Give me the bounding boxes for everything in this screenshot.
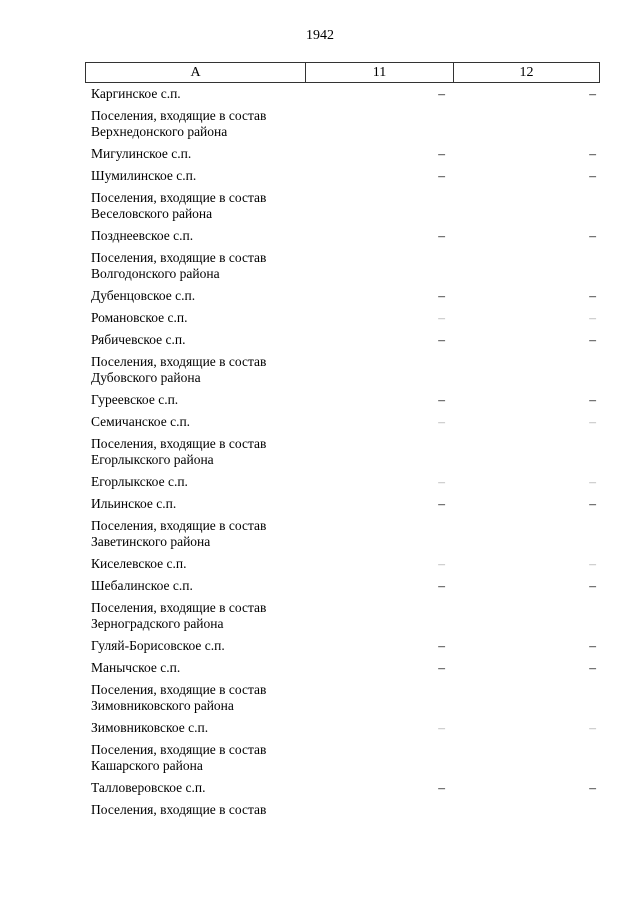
- row-name: Поселения, входящие в состав Кашарского района: [91, 742, 267, 773]
- page-number: 1942: [306, 28, 334, 43]
- row-name: Семичанское с.п.: [91, 414, 191, 429]
- table-row: [85, 414, 600, 430]
- row-name: Позднеевское с.п.: [91, 228, 194, 243]
- table-row: [85, 354, 600, 386]
- row-name: Егорлыкское с.п.: [91, 474, 188, 489]
- table-row: [85, 496, 600, 512]
- table-row: [85, 802, 600, 818]
- cell-12: –: [589, 780, 596, 795]
- table-row: [85, 578, 600, 594]
- row-name: Шумилинское с.п.: [91, 168, 197, 183]
- cell-12: –: [589, 168, 596, 183]
- table-row: [85, 288, 600, 304]
- table-row: [85, 332, 600, 348]
- column-header-a: A: [86, 63, 306, 82]
- table-row: [85, 600, 600, 632]
- row-name: Талловеровское с.п.: [91, 780, 206, 795]
- table-row: [85, 228, 600, 244]
- cell-12: –: [589, 288, 596, 303]
- cell-11: –: [438, 474, 445, 489]
- cell-12: –: [589, 86, 596, 101]
- row-name: Киселевское с.п.: [91, 556, 187, 571]
- cell-12: –: [589, 638, 596, 653]
- row-name: Поселения, входящие в состав Верхнедонского района: [91, 108, 267, 139]
- cell-12: –: [589, 496, 596, 511]
- table-row: [85, 660, 600, 676]
- table-row: [85, 638, 600, 654]
- row-name: Поселения, входящие в состав Зимовниковского района: [91, 682, 267, 713]
- cell-11: –: [438, 660, 445, 675]
- cell-11: –: [438, 392, 445, 407]
- row-name: Поселения, входящие в состав Заветинского района: [91, 518, 267, 549]
- table-row: [85, 780, 600, 796]
- table-row: [85, 146, 600, 162]
- cell-11: –: [438, 496, 445, 511]
- table-row: [85, 86, 600, 102]
- cell-11: –: [438, 228, 445, 243]
- cell-11: –: [438, 578, 445, 593]
- cell-11: –: [438, 332, 445, 347]
- cell-11: –: [438, 146, 445, 161]
- cell-11: –: [438, 720, 445, 735]
- table-row: [85, 392, 600, 408]
- row-name: Дубенцовское с.п.: [91, 288, 196, 303]
- column-header-12: 12: [519, 64, 534, 80]
- cell-11: –: [438, 556, 445, 571]
- row-name: Поселения, входящие в состав: [91, 802, 267, 817]
- table-body: [85, 86, 600, 824]
- table-row: [85, 742, 600, 774]
- table-row: [85, 518, 600, 550]
- row-name: Поселения, входящие в состав Зерноградского района: [91, 600, 267, 631]
- row-name: Поселения, входящие в состав Дубовского района: [91, 354, 267, 385]
- row-name: Мигулинское с.п.: [91, 146, 192, 161]
- cell-12: –: [589, 332, 596, 347]
- row-name: Манычское с.п.: [91, 660, 181, 675]
- cell-12: –: [589, 414, 596, 429]
- table-row: [85, 190, 600, 222]
- cell-12: –: [589, 660, 596, 675]
- cell-11: –: [438, 414, 445, 429]
- table-row: [85, 168, 600, 184]
- row-name: Гуляй-Борисовское с.п.: [91, 638, 225, 653]
- table-row: [85, 436, 600, 468]
- cell-12: –: [589, 720, 596, 735]
- row-name: Поселения, входящие в состав Веселовского района: [91, 190, 267, 221]
- cell-12: –: [589, 556, 596, 571]
- cell-12: –: [589, 392, 596, 407]
- table-header: [85, 62, 600, 83]
- row-name: Рябичевское с.п.: [91, 332, 186, 347]
- table-row: [85, 720, 600, 736]
- cell-11: –: [438, 638, 445, 653]
- cell-12: –: [589, 228, 596, 243]
- cell-11: –: [438, 86, 445, 101]
- cell-11: –: [438, 168, 445, 183]
- cell-12: –: [589, 146, 596, 161]
- table-row: [85, 474, 600, 490]
- row-name: Романовское с.п.: [91, 310, 188, 325]
- row-name: Поселения, входящие в состав Егорлыкского района: [91, 436, 267, 467]
- table-row: [85, 556, 600, 572]
- cell-12: –: [589, 578, 596, 593]
- table-row: [85, 108, 600, 140]
- table-row: [85, 250, 600, 282]
- cell-11: –: [438, 310, 445, 325]
- row-name: Поселения, входящие в состав Волгодонского района: [91, 250, 267, 281]
- row-name: Ильинское с.п.: [91, 496, 177, 511]
- table-row: [85, 682, 600, 714]
- cell-12: –: [589, 474, 596, 489]
- row-name: Каргинское с.п.: [91, 86, 181, 101]
- row-name: Гуреевское с.п.: [91, 392, 179, 407]
- cell-12: –: [589, 310, 596, 325]
- table-row: [85, 310, 600, 326]
- row-name: Шебалинское с.п.: [91, 578, 193, 593]
- cell-11: –: [438, 780, 445, 795]
- column-header-11: 11: [306, 63, 454, 82]
- row-name: Зимовниковское с.п.: [91, 720, 209, 735]
- cell-11: –: [438, 288, 445, 303]
